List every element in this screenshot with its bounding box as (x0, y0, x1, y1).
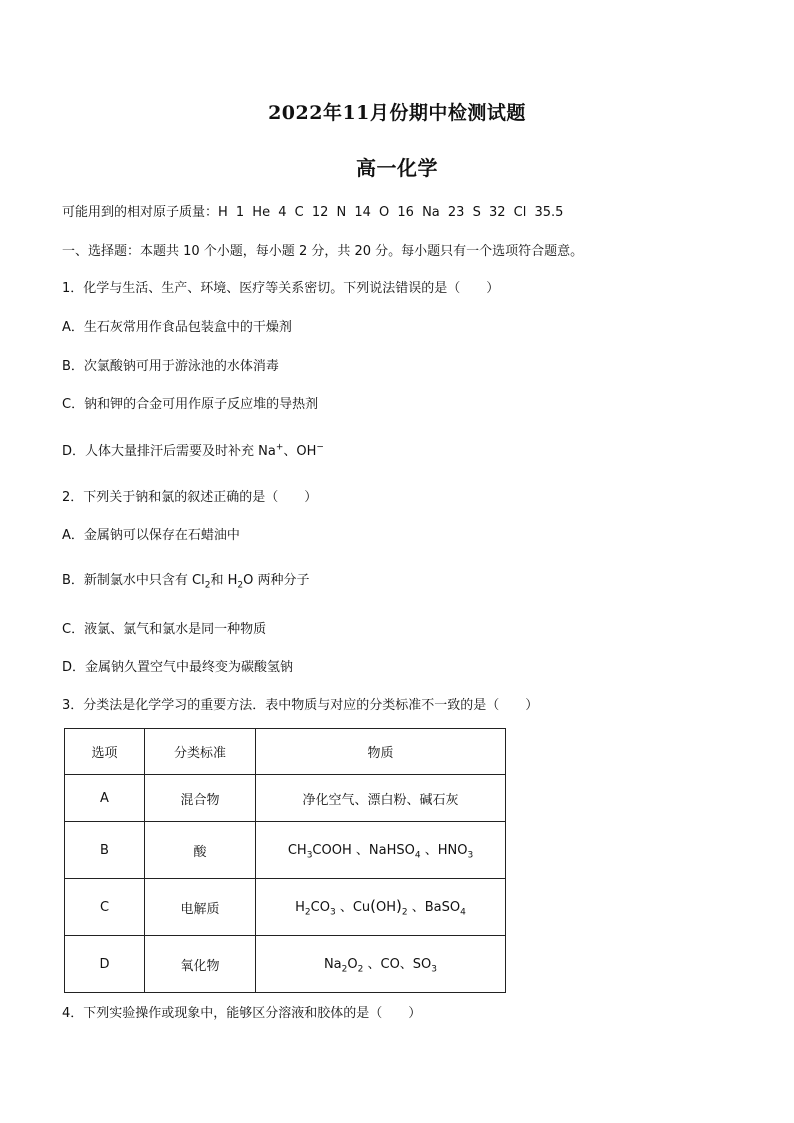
q1-option-a: A．生石灰常用作食品包装盒中的干燥剂 (62, 320, 292, 335)
row-c-category: 电解质 (145, 879, 256, 936)
subject-title: 高一化学 (356, 156, 438, 180)
classification-table (64, 728, 506, 993)
q1-option-c: C．钠和钾的合金可用作原子反应堆的导热剂 (62, 397, 319, 412)
q2-b-sub1: 2 (204, 580, 211, 591)
row-d-option: D (65, 936, 145, 993)
q2-b-sub2: 2 (237, 580, 244, 591)
table-row (65, 775, 506, 822)
row-b-option: B (65, 822, 145, 879)
q1-d-sup2: − (316, 442, 324, 453)
header-substances: 物质 (256, 729, 506, 775)
q1-d-sup1: + (275, 442, 284, 453)
header-category: 分类标准 (145, 729, 256, 775)
row-b-substances: $CH_3COOH$ 、NaHSO$_4$ 、$HNO_3$ (256, 822, 506, 879)
q2-option-c: C．液氯、氯气和氯水是同一种物质 (62, 622, 267, 637)
table-row (65, 936, 506, 993)
q2-b-mid: 和 H (210, 573, 238, 588)
q3-stem: 3．分类法是化学学习的重要方法．表中物质与对应的分类标准不一致的是（ ） (62, 698, 539, 713)
q2-b-prefix: B．新制氯水中只含有 Cl (62, 573, 205, 588)
row-c-substances: $H_2CO_3$ 、$Cu(OH)_2$ 、BaSO$_4$ (256, 879, 506, 936)
q1-d-mid: 、OH (283, 444, 317, 459)
table-row (65, 822, 506, 879)
atomic-masses-line: 可能用到的相对原子质量：H 1 He 4 C 12 N 14 O 16 Na 23 S 32 Cl 35.5 (62, 205, 564, 220)
table-row (65, 879, 506, 936)
row-a-category: 混合物 (145, 775, 256, 822)
q1-option-d (62, 440, 324, 459)
q2-b-suffix: O 两种分子 (243, 573, 310, 588)
row-c-option: C (65, 879, 145, 936)
q2-option-b (62, 569, 310, 591)
q1-option-b: B．次氯酸钠可用于游泳池的水体消毒 (62, 359, 279, 374)
q2-option-d: D．金属钠久置空气中最终变为碳酸氢钠 (62, 660, 294, 675)
row-b-category: 酸 (145, 822, 256, 879)
q2-stem: 2．下列关于钠和氯的叙述正确的是（ ） (62, 490, 318, 505)
row-d-substances: $Na_2O_2$ 、CO、$SO_3$ (256, 936, 506, 993)
table-header-row (65, 729, 506, 775)
header-option: 选项 (65, 729, 145, 775)
q1-stem: 1．化学与生活、生产、环境、医疗等关系密切。下列说法错误的是（ ） (62, 281, 500, 296)
section-heading: 一、选择题：本题共 10 个小题，每小题 2 分，共 20 分。每小题只有一个选项符合题意。 (62, 244, 584, 259)
exam-title: 2022年11月份期中检测试题 (268, 102, 526, 124)
q1-d-prefix: D．人体大量排汗后需要及时补充 Na (62, 444, 276, 459)
q2-option-a: A．金属钠可以保存在石蜡油中 (62, 528, 240, 543)
row-d-category: 氧化物 (145, 936, 256, 993)
row-a-option: A (65, 775, 145, 822)
row-a-substances: 净化空气、漂白粉、碱石灰 (256, 775, 506, 822)
q4-stem: 4．下列实验操作或现象中，能够区分溶液和胶体的是（ ） (62, 1006, 422, 1021)
